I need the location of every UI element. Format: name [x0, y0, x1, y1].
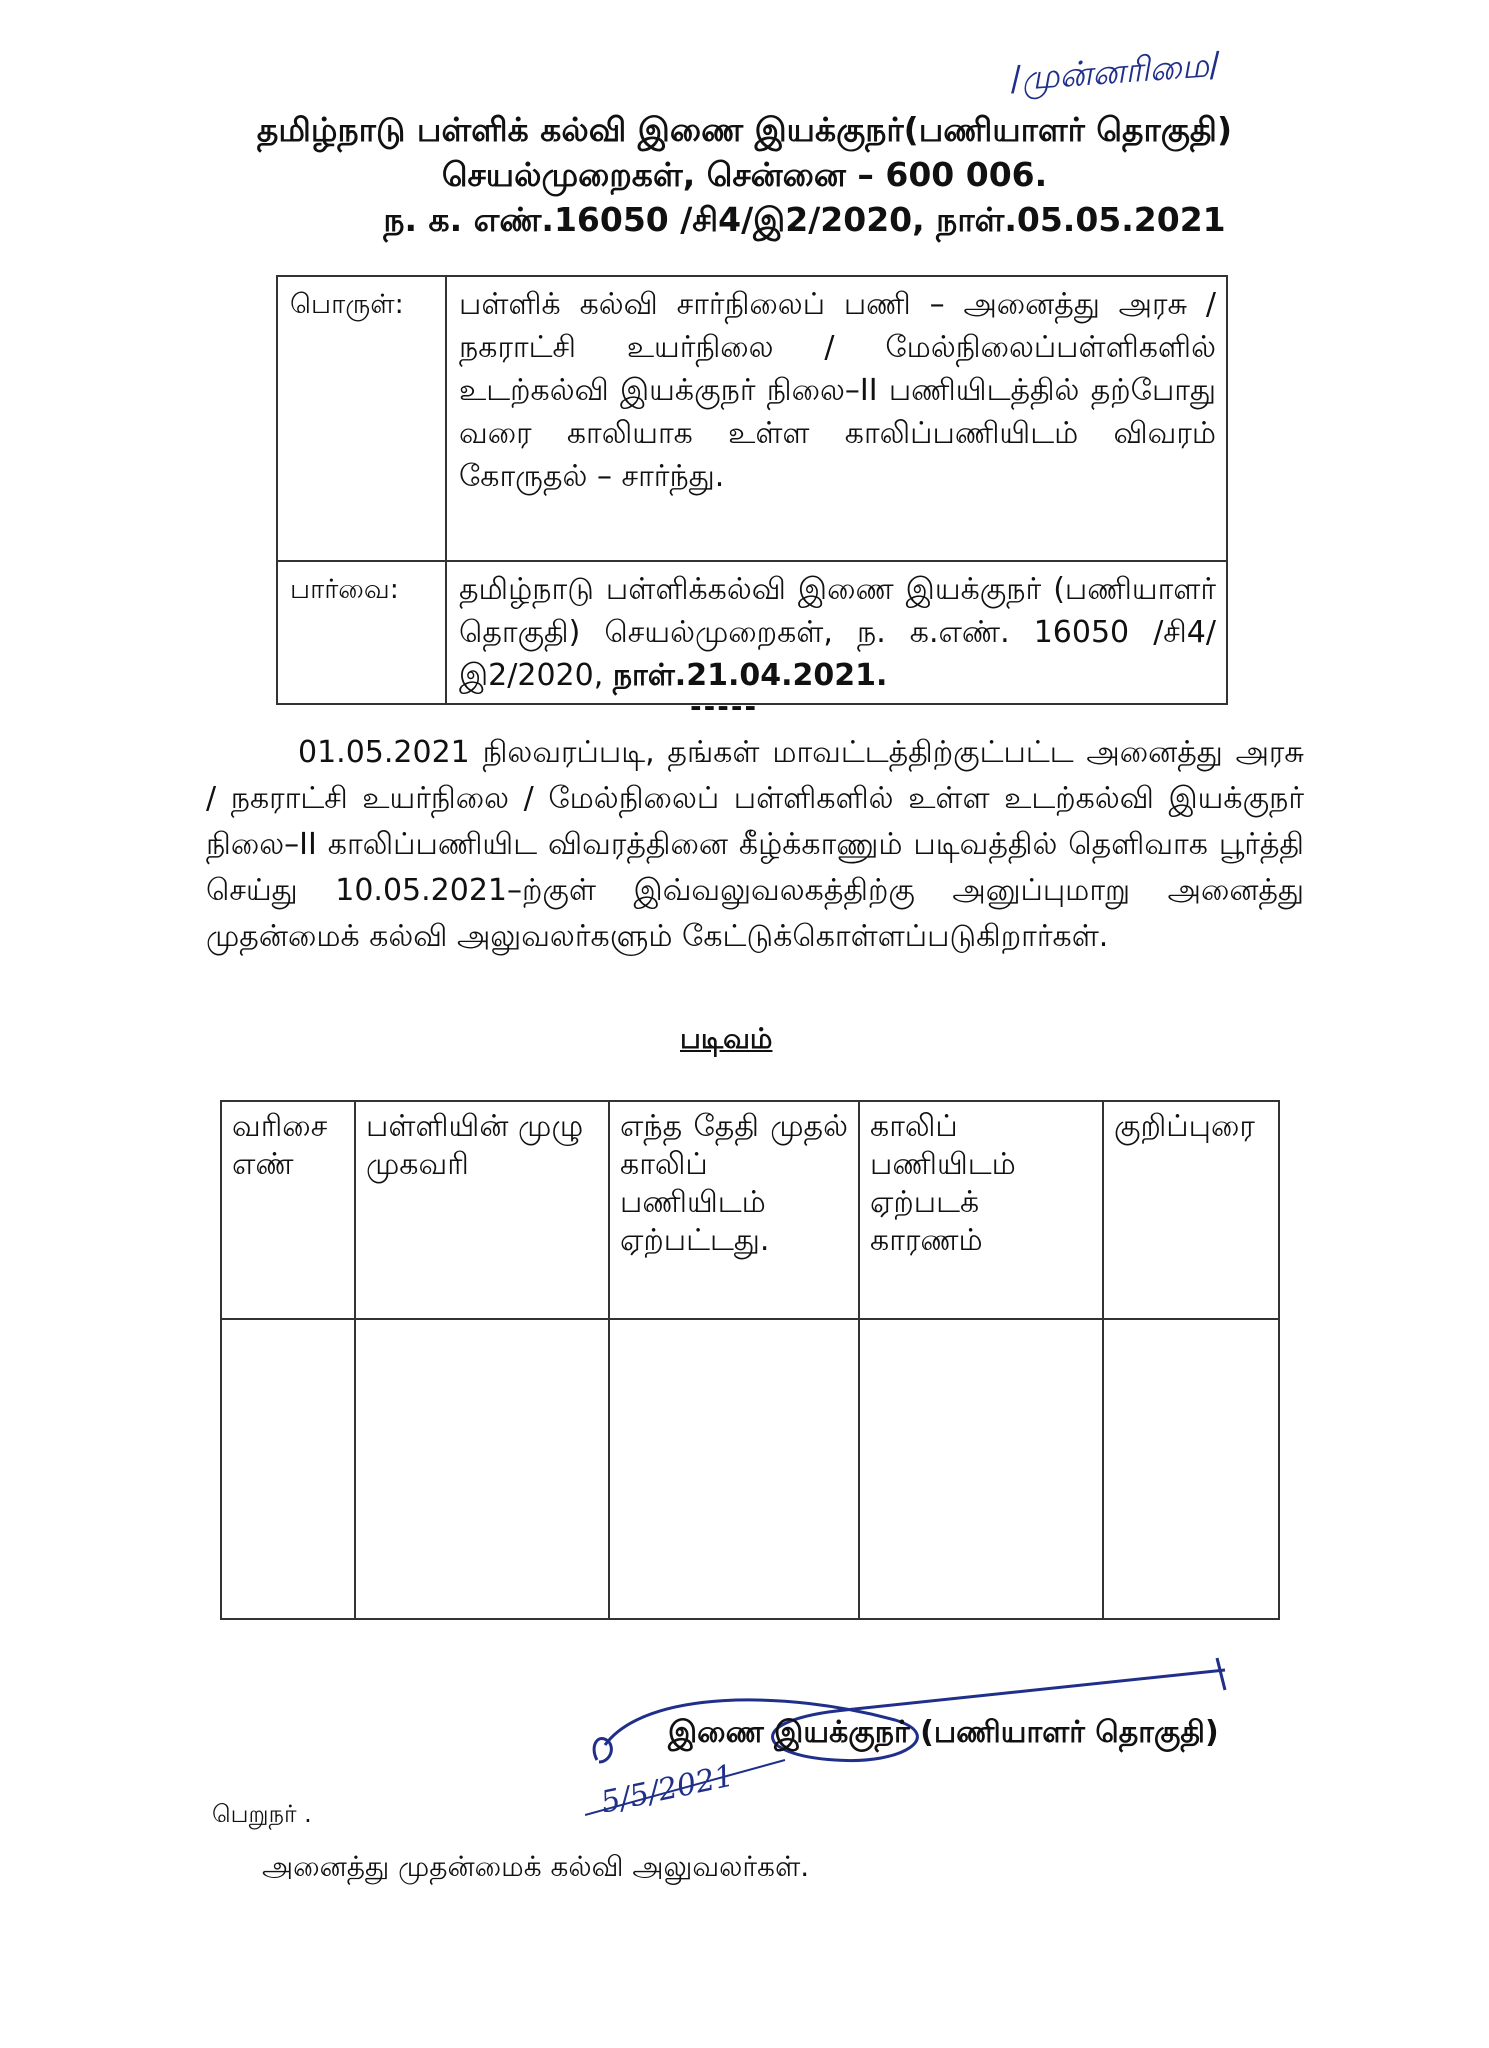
reference-text: தமிழ்நாடு பள்ளிக்கல்வி இணை இயக்குநர் (பணியாளர் தொகுதி) செயல்முறைகள், ந. க.எண். 16050 /சி4/இ2/2020,	[459, 572, 1216, 693]
column-serial-number: வரிசை எண்	[221, 1101, 355, 1319]
handwritten-priority-note: /முன்னரிமை/	[1008, 44, 1222, 100]
column-remarks: குறிப்புரை	[1103, 1101, 1279, 1319]
handwritten-note-text: முன்னரிமை	[1020, 45, 1211, 99]
empty-cell	[609, 1319, 859, 1619]
reference-row	[277, 561, 1227, 704]
empty-cell	[221, 1319, 355, 1619]
form-title: படிவம்	[680, 1022, 773, 1055]
header-line-1: தமிழ்நாடு பள்ளிக் கல்வி இணை இயக்குநர்(பணியாளர் தொகுதி)	[256, 110, 1233, 149]
vacancy-form-table	[220, 1100, 1280, 1620]
signatory-designation: இணை இயக்குநர் (பணியாளர் தொகுதி)	[668, 1715, 1219, 1750]
column-vacancy-reason: காலிப் பணியிடம் ஏற்படக் காரணம்	[859, 1101, 1103, 1319]
recipient-label: பெறுநர் .	[212, 1800, 312, 1828]
header-line-3: ந. க. எண்.16050 /சி4/இ2/2020, நாள்.05.05.2021	[383, 200, 1226, 239]
recipient-text: அனைத்து முதன்மைக் கல்வி அலுவலர்கள்.	[262, 1850, 810, 1883]
subject-text: பள்ளிக் கல்வி சார்நிலைப் பணி – அனைத்து அரசு / நகராட்சி உயர்நிலை / மேல்நிலைப்பள்ளிகளில் உடற்கல்வி இயக்குநர் நிலை–II பணியிடத்தில் தற்போது வரை காலியாக உள்ள காலிப்பணியிடம் விவரம் கோருதல் – சார்ந்து.	[446, 276, 1227, 561]
reference-table	[276, 275, 1228, 705]
column-school-address: பள்ளியின் முழு முகவரி	[355, 1101, 609, 1319]
empty-cell	[355, 1319, 609, 1619]
separator: -----	[690, 690, 759, 723]
column-vacancy-date: எந்த தேதி முதல் காலிப் பணியிடம் ஏற்பட்டது.	[609, 1101, 859, 1319]
form-header-row	[221, 1101, 1279, 1319]
body-paragraph-text: 01.05.2021 நிலவரப்படி, தங்கள் மாவட்டத்திற்குட்பட்ட அனைத்து அரசு / நகராட்சி உயர்நிலை / மேல்நிலைப் பள்ளிகளில் உள்ள உடற்கல்வி இயக்குநர் நிலை–II காலிப்பணியிட விவரத்தினை கீழ்க்காணும் படிவத்தில் தெளிவாக பூர்த்தி செய்து 10.05.2021–ற்குள் இவ்வலுவலகத்திற்கு அனுப்புமாறு அனைத்து முதன்மைக் கல்வி அலுவலர்களும் கேட்டுக்கொள்ளப்படுகிறார்கள்.	[206, 735, 1304, 954]
reference-cell	[446, 561, 1227, 704]
body-paragraph	[206, 730, 1304, 960]
header-line-2: செயல்முறைகள், சென்னை – 600 006.	[441, 155, 1048, 194]
reference-date: நாள்.21.04.2021.	[612, 658, 888, 693]
empty-cell	[1103, 1319, 1279, 1619]
form-empty-row	[221, 1319, 1279, 1619]
empty-cell	[859, 1319, 1103, 1619]
reference-label: பார்வை:	[277, 561, 446, 704]
subject-label: பொருள்:	[277, 276, 446, 561]
subject-row	[277, 276, 1227, 561]
handwritten-signature-date: 5/5/2021	[597, 1758, 737, 1821]
